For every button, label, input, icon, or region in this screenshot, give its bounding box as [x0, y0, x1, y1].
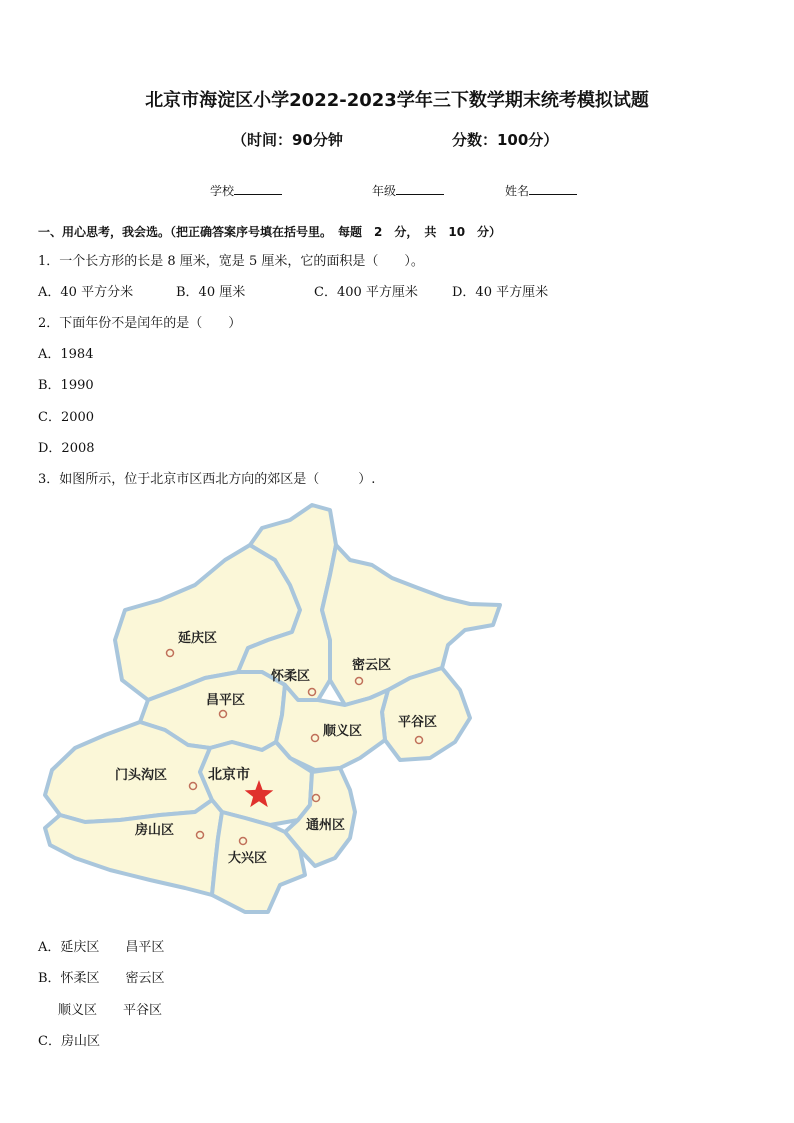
grade-label: 年级	[372, 184, 397, 198]
name-label: 姓名	[505, 184, 530, 198]
question-3: 3．如图所示，位于北京市区西北方向的郊区是（ ）.	[38, 472, 376, 487]
label-changping: 昌平区	[206, 693, 246, 708]
q2-option-b: B．1990	[38, 378, 94, 393]
q2-option-c: C．2000	[38, 410, 95, 425]
label-huairou: 怀柔区	[271, 669, 311, 684]
q3-option-b: B．怀柔区 密云区	[38, 971, 165, 986]
exam-time: （时间：90分钟	[232, 131, 343, 149]
label-beijing: 北京市	[208, 767, 250, 783]
section-heading: 一、用心思考，我会选。（把正确答案序号填在括号里。 每题 2 分， 共 10 分）	[38, 225, 502, 239]
q3-option-b-continued: 顺义区 平谷区	[58, 1003, 163, 1018]
q2-option-a: A．1984	[38, 347, 94, 362]
school-label: 学校	[210, 184, 235, 198]
q1-option-a: A．40 平方分米	[38, 285, 134, 300]
label-mentougou: 门头沟区	[115, 768, 168, 783]
question-2: 2．下面年份不是闰年的是（ ）	[38, 316, 242, 331]
q1-option-c: C．400 平方厘米	[314, 285, 418, 300]
label-miyun: 密云区	[352, 658, 392, 673]
q3-option-a: A．延庆区 昌平区	[38, 940, 165, 955]
exam-score: 分数：100分）	[452, 131, 559, 149]
label-fangshan: 房山区	[135, 823, 175, 838]
label-yanqing: 延庆区	[178, 631, 218, 646]
q2-option-d: D．2008	[38, 441, 95, 456]
question-1: 1．一个长方形的长是 8 厘米，宽是 5 厘米，它的面积是（ ）。	[38, 254, 424, 269]
q1-option-d: D．40 平方厘米	[452, 285, 549, 300]
label-daxing: 大兴区	[228, 851, 268, 866]
label-shunyi: 顺义区	[323, 724, 363, 739]
q3-option-c: C．房山区	[38, 1034, 100, 1049]
label-tongzhou: 通州区	[306, 818, 346, 833]
page-title: 北京市海淀区小学2022-2023学年三下数学期末统考模拟试题	[145, 90, 649, 111]
label-pinggu: 平谷区	[398, 715, 438, 730]
q1-option-b: B．40 厘米	[176, 285, 246, 300]
